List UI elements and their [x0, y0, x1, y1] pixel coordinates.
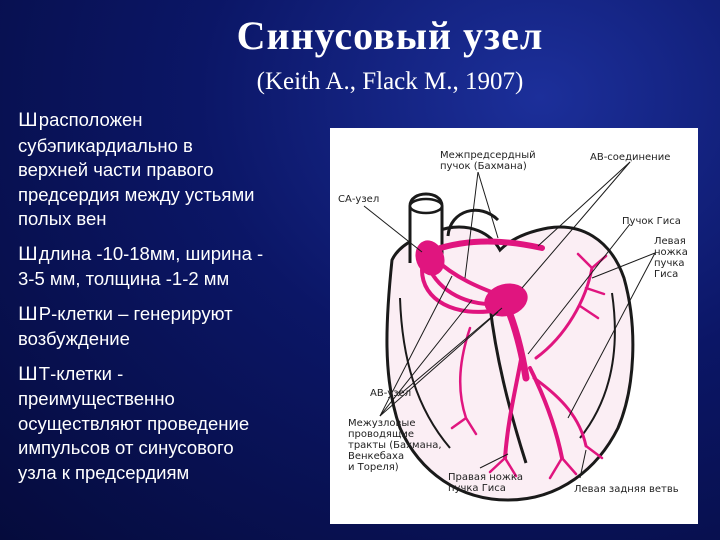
bullet-line: Р-клетки – генерируют: [38, 302, 233, 324]
label-left-posterior-branch: Левая задняя ветвь: [574, 484, 679, 495]
label-line: пучка Гиса: [448, 483, 506, 494]
label-internodal-tracts: [348, 418, 442, 473]
label-interatrial-bundle: [440, 150, 536, 172]
bullet-line: узла к предсердиям: [18, 461, 190, 483]
label-line: Гиса: [654, 269, 679, 280]
bullet-line: субэпикардиально в: [18, 134, 193, 156]
bullet-line: возбуждение: [18, 328, 130, 349]
label-line: Венкебаха: [348, 451, 405, 462]
bullet-line: предсердия между устьями: [18, 183, 255, 205]
bullet-line: Т-клетки -: [38, 362, 124, 384]
bullet-line: расположен: [38, 109, 143, 130]
vena-cava-opening: [410, 199, 442, 213]
bullet-marker: Ш: [18, 363, 38, 385]
bullet-location: [18, 108, 318, 232]
bullet-marker: Ш: [18, 110, 38, 131]
bullet-line: импульсов от синусового: [18, 437, 234, 458]
bullet-line: верхней части правого: [18, 159, 214, 180]
label-line: и Тореля): [348, 462, 399, 473]
label-line: Правая ножка: [448, 472, 524, 483]
bullet-dimensions: [18, 242, 318, 292]
label-line: ножка: [654, 247, 688, 258]
label-right-bundle-branch: [448, 472, 523, 494]
label-line: Межузловые: [348, 418, 416, 429]
bullet-marker: Ш: [18, 303, 38, 325]
bullet-marker: Ш: [18, 243, 38, 265]
slide-subtitle: (Keith A., Flack M., 1907): [256, 68, 524, 95]
bullet-line: преимущественно: [18, 388, 175, 409]
label-sa-node: СА-узел: [338, 194, 380, 205]
bullet-line: полых вен: [18, 208, 107, 229]
label-line: пучок (Бахмана): [440, 161, 527, 172]
label-av-junction: АВ-соединение: [590, 152, 671, 163]
bullet-list: [18, 108, 318, 495]
bullet-line: длина -10-18мм, ширина -: [38, 242, 264, 264]
label-line: Межпредсердный: [440, 150, 536, 161]
bullet-p-cells: [18, 302, 318, 352]
label-line: проводящие: [348, 429, 415, 440]
bullet-line: 3-5 мм, толщина -1-2 мм: [18, 268, 230, 289]
label-his-bundle: Пучок Гиса: [622, 216, 681, 227]
label-line: тракты (Бахмана,: [348, 440, 442, 451]
label-left-bundle-branch: [654, 236, 688, 280]
label-av-node: АВ-узел: [370, 388, 412, 399]
slide-title: Синусовый узел: [236, 13, 544, 58]
bullet-line: осуществляют проведение: [18, 412, 250, 434]
label-line: пучка: [654, 258, 685, 269]
bullet-t-cells: [18, 362, 318, 486]
label-line: Левая: [654, 236, 686, 247]
heart-conduction-figure: [330, 128, 698, 524]
